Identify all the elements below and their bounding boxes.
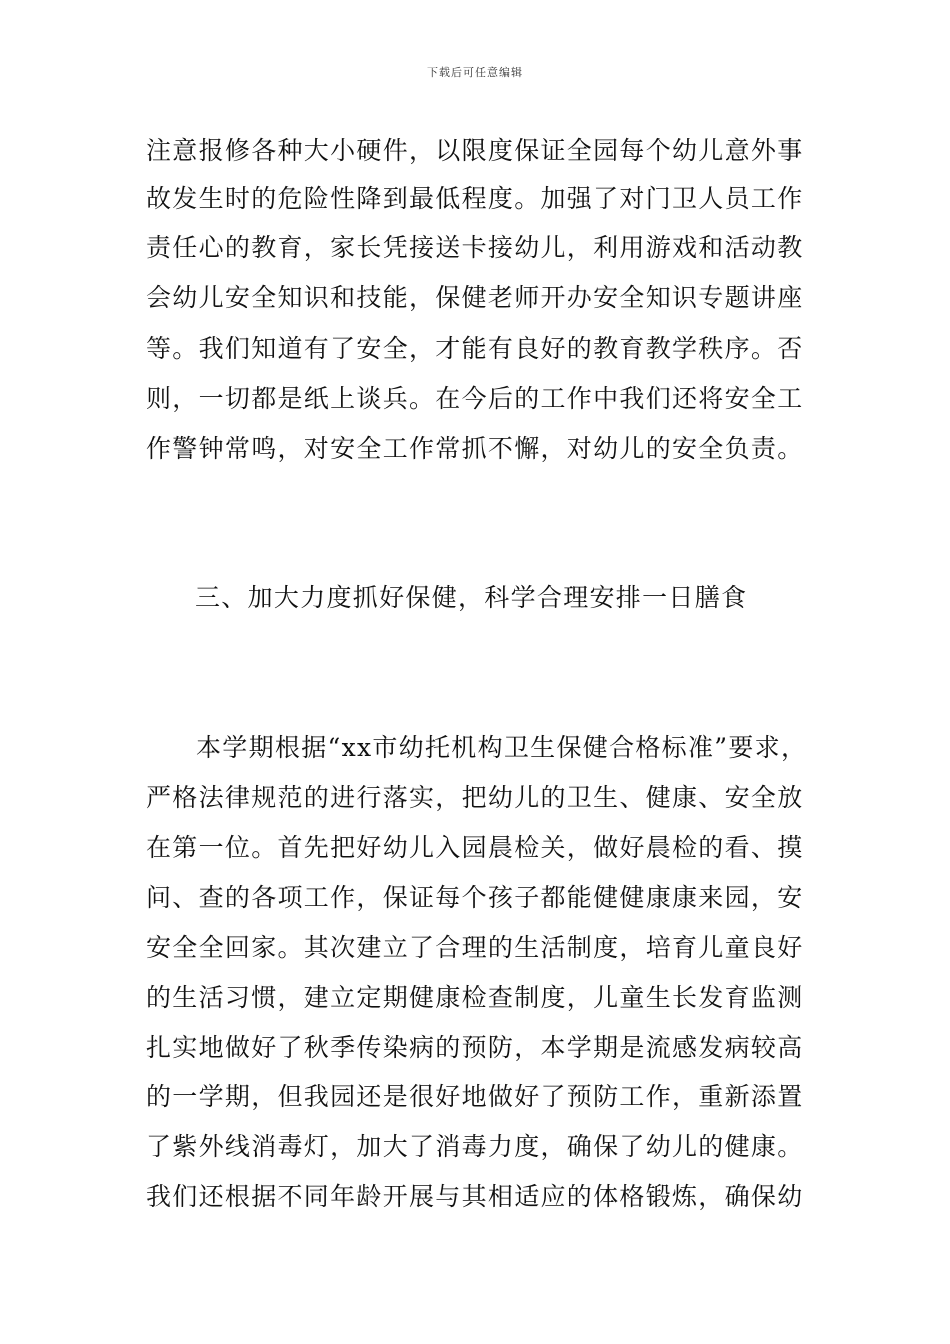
paragraph-line: 我们还根据不同年龄开展与其相适应的体格锻炼，确保幼 xyxy=(146,1182,804,1211)
paragraph-line: 故发生时的危险性降到最低程度。加强了对门卫人员工作 xyxy=(146,184,804,213)
paragraph-line: 的一学期，但我园还是很好地做好了预防工作，重新添置 xyxy=(146,1082,804,1111)
paragraph-line: 了紫外线消毒灯，加大了消毒力度，确保了幼儿的健康。 xyxy=(146,1132,804,1161)
paragraph-line: 作警钟常鸣，对安全工作常抓不懈，对幼儿的安全负责。 xyxy=(146,434,804,463)
paragraph-line: 责任心的教育，家长凭接送卡接幼儿，利用游戏和活动教 xyxy=(146,233,804,262)
paragraph-line: 扎实地做好了秋季传染病的预防，本学期是流感发病较高 xyxy=(146,1033,804,1062)
paragraph-line: 在第一位。首先把好幼儿入园晨检关，做好晨检的看、摸 xyxy=(146,833,804,862)
paragraph-line: 等。我们知道有了安全，才能有良好的教育教学秩序。否 xyxy=(146,334,804,363)
section-heading: 三、加大力度抓好保健，科学合理安排一日膳食 xyxy=(195,583,748,612)
paragraph-line: 问、查的各项工作，保证每个孩子都能健健康康来园，安 xyxy=(146,883,804,912)
paragraph-line: 注意报修各种大小硬件，以限度保证全园每个幼儿意外事 xyxy=(146,136,804,165)
paragraph-line: 则，一切都是纸上谈兵。在今后的工作中我们还将安全工 xyxy=(146,384,804,413)
paragraph-line: 本学期根据“xx市幼托机构卫生保健合格标准”要求， xyxy=(196,733,808,762)
paragraph-line: 的生活习惯，建立定期健康检查制度，儿童生长发育监测 xyxy=(146,983,804,1012)
paragraph-line: 会幼儿安全知识和技能，保健老师开办安全知识专题讲座 xyxy=(146,283,804,312)
paragraph-line: 安全全回家。其次建立了合理的生活制度，培育儿童良好 xyxy=(146,933,804,962)
paragraph-line: 严格法律规范的进行落实，把幼儿的卫生、健康、安全放 xyxy=(146,783,804,812)
header-note: 下载后可任意编辑 xyxy=(427,66,523,79)
